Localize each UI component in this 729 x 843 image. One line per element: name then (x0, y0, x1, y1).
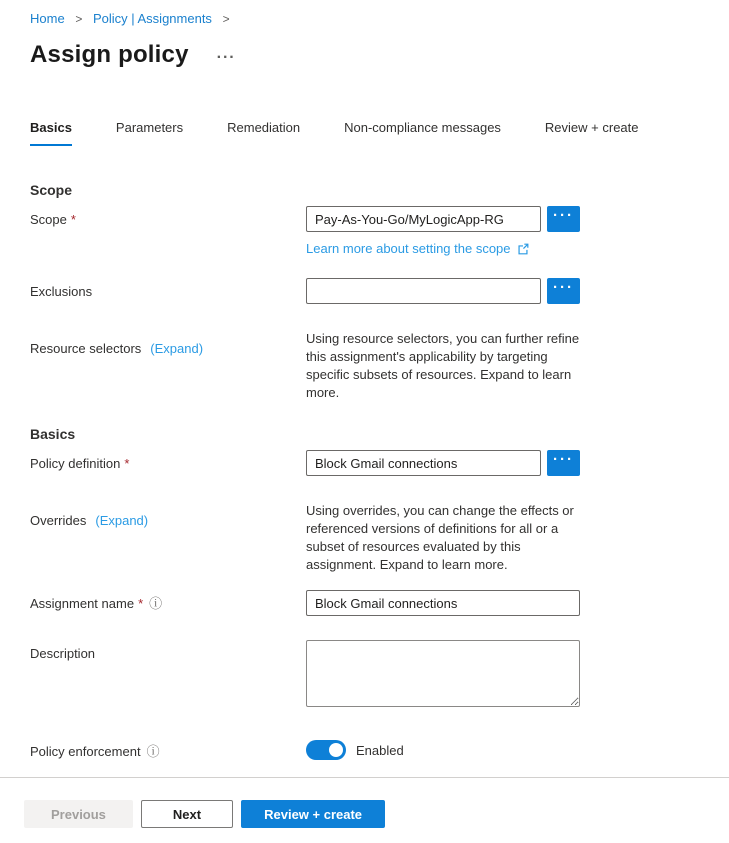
wizard-footer (0, 777, 729, 843)
policy-enforcement-label-cell (30, 738, 306, 761)
wizard-tabs (30, 120, 729, 146)
policy-enforcement-label: Policy enforcement (30, 744, 141, 759)
assignment-name-label: Assignment name (30, 596, 135, 611)
overrides-control-cell (306, 502, 580, 574)
resource-selectors-label: Resource selectors (30, 341, 142, 356)
resource-selectors-label-cell (30, 330, 306, 358)
breadcrumb-policy-assignments-link[interactable]: Policy | Assignments (92, 11, 212, 26)
exclusions-control-cell (306, 278, 580, 304)
scope-browse-button[interactable]: ··· (547, 206, 580, 232)
resource-selectors-description: Using resource selectors, you can further refine this assignment's applicability by targeting specific subsets of resources. Expand to learn more. (306, 331, 580, 400)
tab-remediation[interactable]: Remediation (227, 120, 301, 135)
breadcrumb-separator: > (75, 12, 83, 26)
description-label: Description (30, 646, 96, 661)
info-icon[interactable]: ⓘ (149, 596, 163, 611)
breadcrumb (30, 10, 729, 28)
exclusions-label-cell (30, 278, 306, 301)
overrides-label: Overrides (30, 513, 87, 528)
toggle-knob (329, 743, 343, 757)
breadcrumb-separator: > (222, 12, 230, 26)
description-textarea[interactable] (306, 640, 580, 707)
assignment-name-row (30, 590, 729, 616)
title-row (30, 40, 729, 70)
description-row (30, 640, 729, 712)
scope-section-heading: Scope (30, 182, 73, 198)
assignment-name-input[interactable] (306, 590, 580, 616)
overrides-label-cell (30, 502, 306, 530)
exclusions-input[interactable] (306, 278, 541, 304)
assignment-name-control-cell (306, 590, 580, 616)
exclusions-label: Exclusions (30, 284, 93, 299)
required-asterisk: * (70, 212, 76, 227)
required-asterisk: * (138, 596, 144, 611)
policy-definition-browse-button[interactable]: ··· (547, 450, 580, 476)
page-title: Assign policy (30, 41, 189, 68)
overrides-expand-link[interactable]: (Expand) (95, 513, 149, 528)
policy-definition-label: Policy definition (30, 456, 121, 471)
policy-definition-label-cell (30, 450, 306, 473)
overrides-description: Using overrides, you can change the effects or referenced versions of definitions for all or a subset of resources evaluated by this assignment. Expand to learn more. (306, 503, 574, 572)
policy-definition-control-cell (306, 450, 580, 476)
overrides-row (30, 502, 729, 574)
policy-enforcement-row (30, 738, 729, 761)
scope-input[interactable] (306, 206, 541, 232)
resource-selectors-control-cell (306, 330, 580, 402)
external-link-icon (516, 242, 530, 256)
required-asterisk: * (124, 456, 130, 471)
more-options-icon[interactable]: ··· (216, 49, 236, 66)
policy-enforcement-control-cell (306, 738, 580, 760)
policy-enforcement-toggle[interactable] (306, 740, 346, 760)
tab-review-create[interactable]: Review + create (544, 120, 639, 135)
description-label-cell (30, 640, 306, 663)
basics-section-heading: Basics (30, 426, 76, 442)
policy-definition-input[interactable] (306, 450, 541, 476)
resource-selectors-expand-link[interactable]: (Expand) (150, 341, 204, 356)
tab-parameters[interactable]: Parameters (115, 120, 184, 135)
scope-learn-more (306, 241, 580, 256)
previous-button[interactable]: Previous (24, 800, 133, 828)
exclusions-browse-button[interactable]: ··· (547, 278, 580, 304)
scope-control-cell (306, 206, 580, 256)
assignment-name-label-cell (30, 590, 306, 613)
review-create-button[interactable]: Review + create (241, 800, 385, 828)
info-icon[interactable]: ⓘ (146, 744, 160, 759)
scope-label-cell (30, 206, 306, 229)
tab-non-compliance-messages[interactable]: Non-compliance messages (344, 120, 501, 135)
description-control-cell (306, 640, 580, 712)
policy-definition-row (30, 450, 729, 476)
tab-basics[interactable]: Basics (30, 120, 72, 146)
resource-selectors-row (30, 330, 729, 402)
breadcrumb-home-link[interactable]: Home (30, 11, 65, 26)
exclusions-field-row (30, 278, 729, 304)
learn-more-scope-link[interactable]: Learn more about setting the scope (306, 241, 511, 256)
scope-field-row (30, 206, 729, 256)
next-button[interactable]: Next (141, 800, 233, 828)
scope-label: Scope (30, 212, 67, 227)
policy-enforcement-state: Enabled (356, 742, 404, 758)
